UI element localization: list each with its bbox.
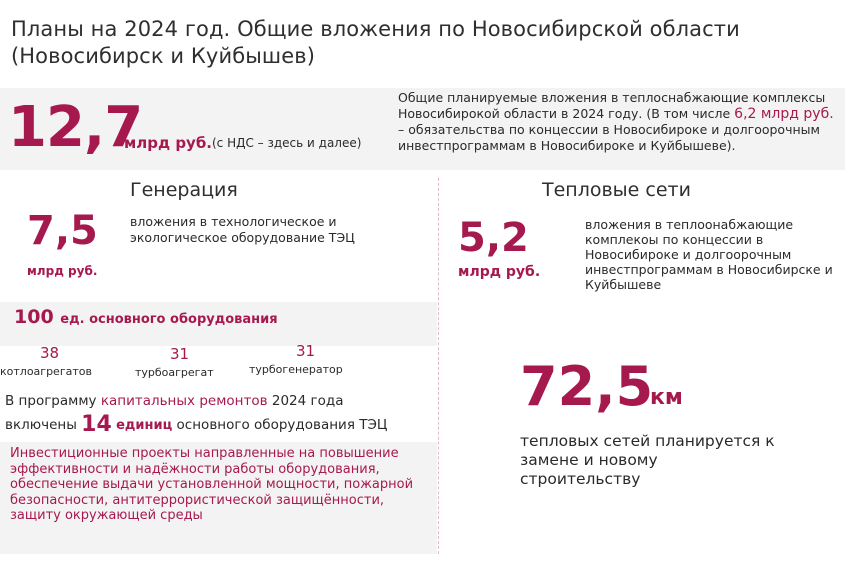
invest-description: Инвестиционные проекты направленные на повышение эффективности и надёжности работы оборудования, обеспечение выдачи установленной мощности, пожарной безопасности, антитеррористической защищённости, защиту окружающей среды <box>10 446 414 523</box>
repairs-line-2 <box>5 412 387 437</box>
generation-unit: млрд руб. <box>27 264 98 278</box>
boiler-count: 38 <box>40 344 60 362</box>
repairs-count: 14 <box>81 412 112 437</box>
turbine-label: турбоагрегат <box>135 366 214 379</box>
km-description: тепловых сетей планируется к замене и новому строительству <box>520 432 775 488</box>
km-unit: км <box>650 385 683 410</box>
vat-note: (с НДС – здесь и далее) <box>212 136 362 150</box>
generator-label: турбогенератор <box>249 363 343 376</box>
repairs-line-1 <box>5 393 343 409</box>
column-divider <box>438 178 439 554</box>
boiler-label: котлоагрегатов <box>0 365 92 378</box>
turbine-count: 31 <box>170 345 190 363</box>
km-value: 72,5 <box>520 355 654 418</box>
total-unit: млрд руб. <box>124 134 213 152</box>
repairs-text-c: включены <box>5 417 77 433</box>
networks-description: вложения в теплоонабжающие комплекоы по концессии в Новосибироке и долгоорочным инвестпрограммам в Новосибирске и Куйбышеве <box>585 217 833 292</box>
page-title: Планы на 2024 год. Общие вложения по Новосибирской области (Новосибирск и Куйбышев) <box>11 17 740 68</box>
generation-heading: Генерация <box>130 179 238 201</box>
repairs-highlight: капитальных ремонтов <box>100 393 268 409</box>
total-desc-part2: – обязательства по концессии в Новосибироке и долгоорочным инвестпрограммам в Новосибироке и Куйбышеве). <box>398 122 820 153</box>
equipment-heading <box>14 306 278 328</box>
total-value: 12,7 <box>8 95 143 160</box>
total-description <box>398 90 843 153</box>
repairs-unit: единиц <box>116 418 173 433</box>
networks-heading: Тепловые сети <box>542 179 691 201</box>
equipment-label: ед. основного оборудования <box>60 312 278 327</box>
generation-description: вложения в технологическое и экологическое оборудование ТЭЦ <box>130 214 355 245</box>
networks-unit: млрд руб. <box>458 264 541 280</box>
generator-count: 31 <box>296 342 316 360</box>
total-desc-highlight: 6,2 млрд руб. <box>734 105 834 122</box>
networks-value: 5,2 <box>458 215 529 261</box>
repairs-text-a: В программу <box>5 393 97 409</box>
repairs-text-b: 2024 года <box>271 393 344 409</box>
equipment-count: 100 <box>14 306 54 328</box>
repairs-text-d: основного оборудования ТЭЦ <box>176 417 388 433</box>
generation-value: 7,5 <box>27 208 98 254</box>
total-desc-part1: Общие планируемые вложения в теплоснабжающие комплексы Новосибирокой области в 2024 году. (В том числе <box>398 90 826 121</box>
